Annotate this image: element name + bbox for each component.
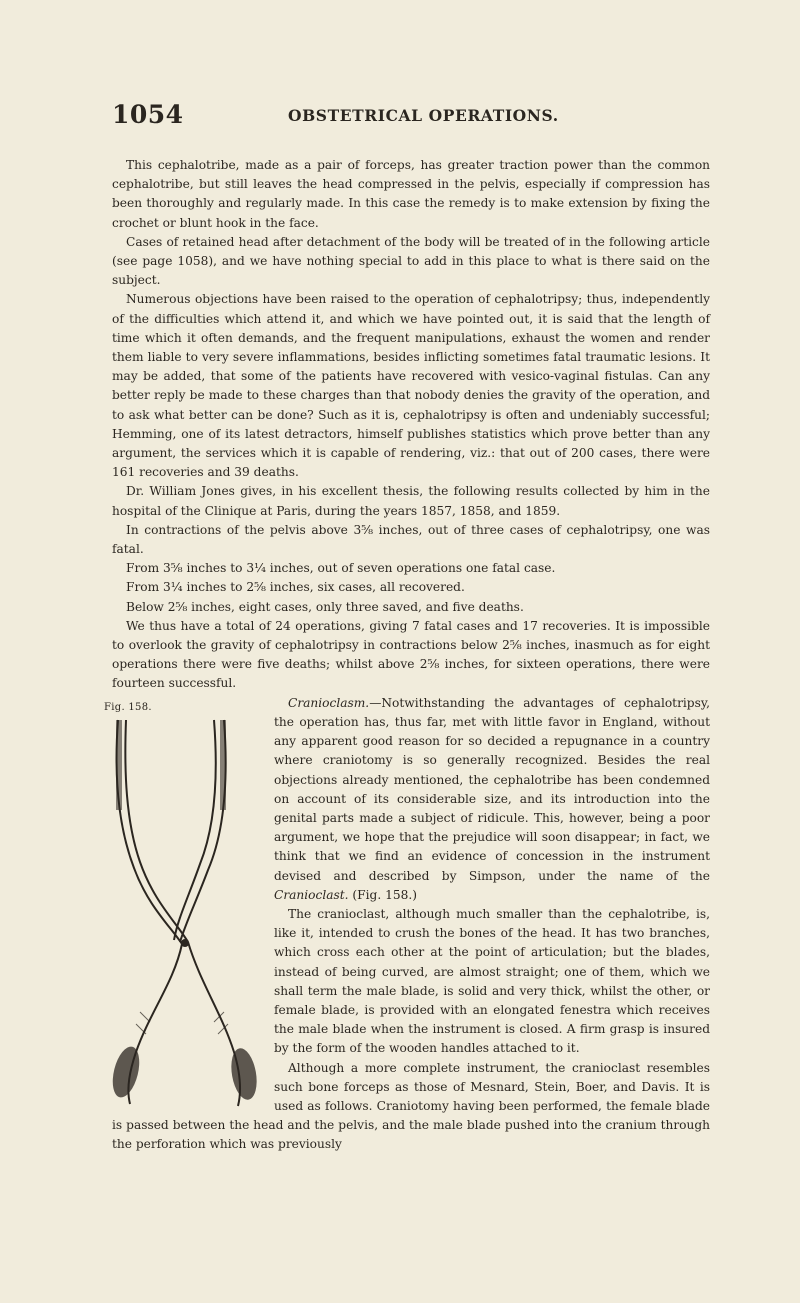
- page-number: 1054: [112, 100, 184, 129]
- list-item: From 3¼ inches to 2⅝ inches, six cases, all recovered.: [126, 580, 465, 595]
- running-head: OBSTETRICAL OPERATIONS.: [288, 106, 559, 125]
- instrument-name: Cranioclast.: [274, 887, 349, 902]
- list-item: Below 2⅝ inches, eight cases, only three saved, and five deaths.: [126, 599, 524, 614]
- section-text: —Notwithstanding the advantages of cephalotripsy, the operation has, thus far, met with little favor in England, without any apparent good reason for so decided a repugnance in a country where craniotomy is so generally recognized. Besides the real objections already mentioned, the cephalotribe has been condemned on account of its considerable size, and its introduction into the genital parts made a subject of ridicule. This, however, being a poor argument, we hope that the prejudice will soon disappear; in fact, we think that we find an evidence of concession in the instrument devised and described by Simpson, under the name of the: [274, 695, 710, 883]
- paragraph-1: This cephalotribe, made as a pair of forceps, has greater traction power than the common cephalotribe, but still leaves the head compressed in the pelvis, especially if compression has been thoroughly and regularly made. In this case the remedy is to make extension by fixing the crochet or blunt hook in the face.: [112, 158, 710, 230]
- paragraph-cranioclast: The cranioclast, although much smaller than the cephalotribe, is, like it, intended to crush the bones of the head. It has two branches, which cross each other at the point of articulation; but the blades, instead of being curved, are almost straight; one of them, which we shall term the male blade, is solid and very thick, whilst the other, or female blade, is provided with an elongated fenestra which receives the male blade when the instrument is closed. A firm grasp is insured by the form of the wooden handles attached to it.: [274, 906, 710, 1056]
- paragraph-3: Numerous objections have been raised to the operation of cephalotripsy; thus, independently of the difficulties which attend it, and which we have pointed out, it is said that the length of time which it often demands, and the frequent manipulations, exhaust the women and render them liable to very severe inflammations, besides inflicting sometimes fatal traumatic lesions. It may be added, that some of the patients have recovered with vesico-vaginal fistulas. Can any better reply be made to these charges than that nobody denies the gravity of the operation, and to ask what better can be done? Such as it is, cephalotripsy is often and undeniably successful; Hemming, one of its latest detractors, himself publishes statistics which prove better than any argument, the services which it is capable of rendering, viz.: that out of 200 cases, there were 161 recoveries and 39 deaths.: [112, 292, 710, 480]
- page-header: [112, 100, 702, 130]
- cranioclast-illustration-icon: [96, 712, 272, 1112]
- body-text: [104, 156, 710, 1155]
- list-item: From 3⅝ inches to 3¼ inches, out of seven operations one fatal case.: [126, 561, 556, 576]
- paragraph-cranioclasm: [104, 694, 710, 905]
- paragraph-4: Dr. William Jones gives, in his excellent thesis, the following results collected by him in the hospital of the Clinique at Paris, during the years 1857, 1858, and 1859.: [112, 484, 710, 518]
- figure-reference: (Fig. 158.): [348, 887, 417, 902]
- paragraph-2: Cases of retained head after detachment of the body will be treated of in the following article (see page 1058), and we have nothing special to add in this place to what is there said on the subject.: [112, 234, 710, 288]
- section-term: Cranioclasm.: [288, 695, 370, 710]
- figure-158: [96, 698, 268, 1116]
- figure-caption: Fig. 158.: [104, 701, 152, 713]
- paragraph-totals: We thus have a total of 24 operations, giving 7 fatal cases and 17 recoveries. It is impossible to overlook the gravity of cephalotripsy in contractions below 2⅝ inches, inasmuch as for eight operations there were five deaths; whilst above 2⅝ inches, for sixteen operations, there were fourteen successful.: [112, 618, 710, 691]
- paragraph-5: In contractions of the pelvis above 3⅝ inches, out of three cases of cephalotripsy, one was fatal.: [112, 522, 710, 557]
- paragraph-usage: Although a more complete instrument, the cranioclast resembles such bone forceps as those of Mesnard, Stein, Boer, and Davis. It is used as follows. Craniotomy having been performed, the female blade is passed between the head and the pelvis, and the male blade pushed into the cranium through the perforation which was previously: [112, 1060, 710, 1152]
